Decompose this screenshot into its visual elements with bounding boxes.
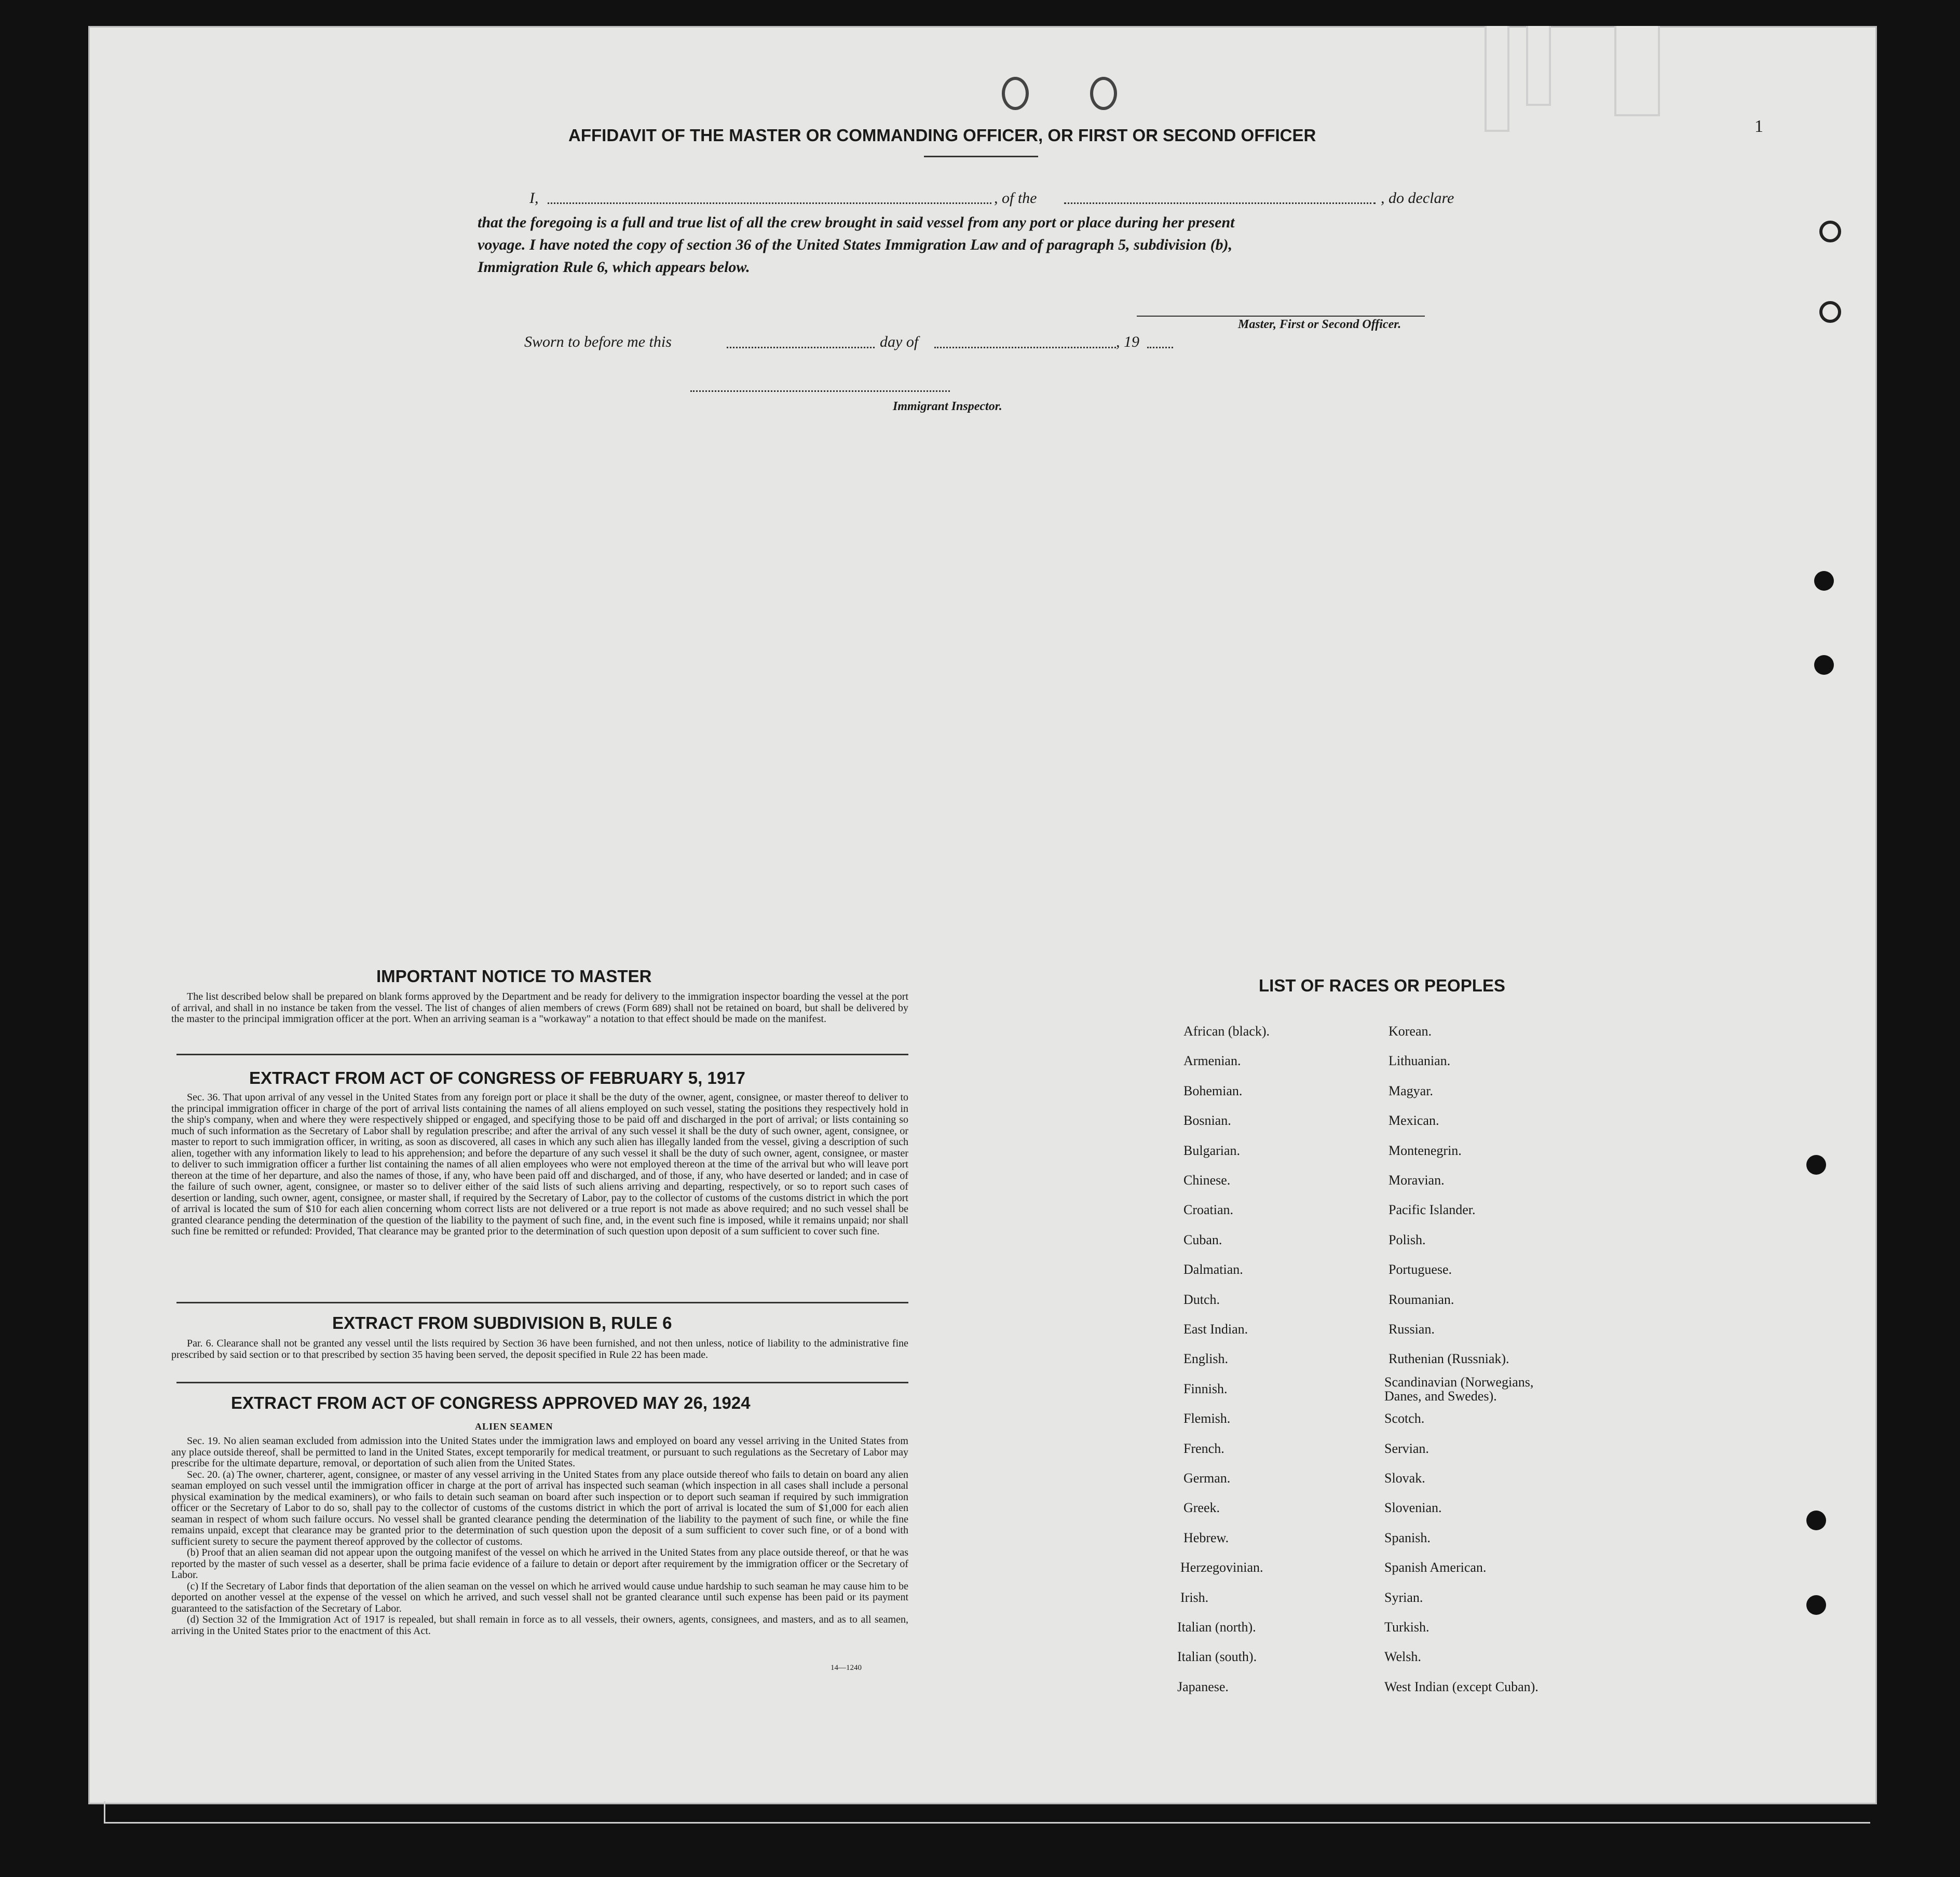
race-item: Montenegrin. (1389, 1142, 1462, 1158)
month-field[interactable] (934, 347, 1116, 348)
race-item: Mexican. (1389, 1113, 1439, 1128)
day-of-label: day of (880, 333, 919, 350)
race-item: Magyar. (1389, 1083, 1433, 1098)
race-item: Roumanian. (1389, 1291, 1454, 1307)
page-tab (1485, 26, 1509, 132)
affidavit-title: AFFIDAVIT OF THE MASTER OR COMMANDING OFFICER, OR FIRST OR SECOND OFFICER (568, 126, 1316, 145)
page-tab (1614, 26, 1660, 116)
name-field[interactable] (548, 202, 991, 204)
race-item: Ruthenian (Russniak). (1389, 1351, 1509, 1367)
section-rule (176, 1382, 908, 1383)
vessel-field[interactable] (1064, 202, 1376, 204)
race-item: Herzegovinian. (1180, 1560, 1263, 1575)
race-item: Turkish. (1384, 1620, 1430, 1635)
alien-seamen-subtitle: ALIEN SEAMEN (475, 1421, 553, 1432)
punch-hole (1819, 221, 1841, 242)
race-item: Japanese. (1177, 1679, 1229, 1694)
paragraph: (d) Section 32 of the Immigration Act of 1917 is repealed, but shall remain in force as to all vessels, their owners, agents, consignees, and masters, and as to all seamen, arriving in the United States prior to the enactment of this Act. (171, 1614, 908, 1637)
year-label: , 19 (1116, 333, 1139, 350)
race-item: Spanish American. (1384, 1560, 1487, 1575)
race-item: Greek. (1183, 1500, 1220, 1516)
race-item: German. (1183, 1471, 1231, 1486)
race-item: Bohemian. (1183, 1083, 1243, 1098)
master-signature-line[interactable] (1137, 316, 1425, 317)
race-item: Dutch. (1183, 1291, 1220, 1307)
paragraph: (b) Proof that an alien seaman did not appear upon the outgoing manifest of the vessel on which he arrived in the United States from any place outside thereof, or that he was reported by the master of such vessel as a deserter, shall be prima facie evidence of a failure to detain or deport after requirement by the immigration officer or the Secretary of Labor. (171, 1547, 908, 1581)
extract-rule6-text: Par. 6. Clearance shall not be granted any vessel until the lists required by Section 36 have been furnished, and not then unless, notice of liability to the administrative fine prescribed by said section or to that prescribed by section 35 having been served, the deposit specified in Rule 22 has been made. (171, 1338, 908, 1361)
extract-1924-title: EXTRACT FROM ACT OF CONGRESS APPROVED MAY 26, 1924 (231, 1393, 751, 1412)
race-item: Dalmatian. (1183, 1262, 1243, 1277)
paragraph: (c) If the Secretary of Labor finds that deportation of the alien seaman on the vessel on which he arrived would cause undue hardship to such seaman he may cause him to be deported on another vessel at the expense of the vessel on which he arrived, and such vessel shall not be granted clearance until such expense has been paid or its payment guaranteed to the satisfaction of the Secretary of Labor. (171, 1580, 908, 1614)
punch-hole (1814, 655, 1834, 675)
page-edge (104, 1801, 1870, 1824)
extract-1917-text: Sec. 36. That upon arrival of any vessel in the United States from any foreign port or place it shall be the duty of the owner, agent, consignee, or master thereof to deliver to the principal immigration officer in charge of the port of arrival lists containing the names of all aliens employed on such vessel, stating the positions they respectively hold in the ship's company, when and where they were respectively shipped or engaged, and specifying those to be paid off and discharged in the port of arrival; or lists containing so much of such information as the Secretary of Labor shall by regulation prescribe; and after the arrival of any such vessel it shall be the duty of such owner, agent, consignee, or master to report to such immigration officer, in writing, as soon as discovered, all cases in which any such alien has illegally landed from the vessel, giving a description of such alien, together with any information likely to lead to his apprehension; and before the departure of any such vessel it shall be the duty of such owner, agent, consignee, or master to deliver to such immigration officer a further list containing the names of all alien employees who were not employed thereon at the time of the arrival but who will leave port thereon at the time of her departure, and also the names of those, if any, who have been paid off and discharged, and of those, if any, who have deserted or landed; and in case of the failure of such owner, agent, consignee, or master so to deliver either of the said lists of such aliens arriving and departing, respectively, or so to report such cases of desertion or landing, such owner, agent, consignee, or master shall, if required by the Secretary of Labor, pay to the collector of customs of the customs district in which the port of arrival is located the sum of $10 for each alien concerning whom correct lists are not delivered or a true report is not made as above required; and no such vessel shall be granted clearance pending the determination of the question of the liability to the payment of such fine, and, in the event such fine is imposed, while it remains unpaid; nor shall such fine be remitted or refunded: Provided, That clearance may be granted prior to the determination of such question upon deposit of a sum sufficient to cover such fine. (171, 1092, 908, 1237)
race-item: Syrian. (1384, 1589, 1423, 1605)
race-item: Croatian. (1183, 1202, 1234, 1218)
extract-rule6-title: EXTRACT FROM SUBDIVISION B, RULE 6 (332, 1313, 672, 1332)
race-item: Scotch. (1384, 1411, 1425, 1426)
race-item: Italian (north). (1177, 1620, 1256, 1635)
races-title: LIST OF RACES OR PEOPLES (1259, 976, 1505, 995)
inspector-signature-line[interactable] (690, 390, 950, 392)
affidavit-line: Immigration Rule 6, which appears below. (478, 259, 750, 276)
year-field[interactable] (1147, 347, 1173, 348)
race-item: Italian (south). (1177, 1649, 1257, 1665)
punch-hole (1806, 1155, 1826, 1175)
race-item: Moravian. (1389, 1173, 1445, 1188)
punch-hole (1806, 1595, 1826, 1615)
reverse-bleed-text (394, 104, 404, 132)
form-number: 14—1240 (831, 1664, 862, 1672)
page-number: 1 (1754, 117, 1763, 136)
race-item: African (black). (1183, 1024, 1270, 1039)
sworn-day-field[interactable] (727, 347, 875, 348)
race-item: Portuguese. (1389, 1262, 1452, 1277)
race-item: Chinese. (1183, 1173, 1231, 1188)
race-item: East Indian. (1183, 1322, 1248, 1337)
race-item: Slovenian. (1384, 1500, 1442, 1516)
paragraph: Sec. 19. No alien seaman excluded from admission into the United States under the immigration laws and employed on board any vessel arriving in the United States from any place outside thereof, shall be permitted to land in the United States, except temporarily for medical treatment, or pursuant to such regulations as the Secretary of Labor may prescribe for the ultimate departure, removal, or deportation of such alien from the United States. (171, 1435, 908, 1469)
inspector-signature-label: Immigrant Inspector. (893, 400, 1002, 413)
race-item: Slovak. (1384, 1471, 1425, 1486)
race-item: Finnish. (1183, 1381, 1228, 1396)
affidavit-line: that the foregoing is a full and true list of all the crew brought in said vessel from any port or place during her present (478, 214, 1235, 231)
affidavit-of-the: , of the (994, 189, 1037, 207)
race-item: Korean. (1389, 1024, 1432, 1039)
race-item: French. (1183, 1440, 1224, 1456)
punch-oval (1090, 77, 1117, 110)
punch-hole (1806, 1511, 1826, 1530)
race-item: Irish. (1180, 1589, 1209, 1605)
race-item: Hebrew. (1183, 1530, 1229, 1545)
race-item: Bosnian. (1183, 1113, 1231, 1128)
race-item: Russian. (1389, 1322, 1435, 1337)
race-item: Welsh. (1384, 1649, 1421, 1665)
race-item: Spanish. (1384, 1530, 1431, 1545)
notice-text: The list described below shall be prepared on blank forms approved by the Department and be ready for delivery to the immigration inspector boarding the vessel at the port of arrival, and shall in no instance be taken from the vessel. The list of changes of alien members of crews (Form 689) shall not be retained on board, but shall be delivered by the master to the principal immigration officer at the port. When an arriving seaman is a "workaway" a notation to that effect should be made on the manifest. (171, 991, 908, 1025)
notice-title: IMPORTANT NOTICE TO MASTER (376, 967, 652, 986)
punch-hole (1819, 301, 1841, 323)
master-signature-label: Master, First or Second Officer. (1238, 318, 1401, 331)
paragraph: Sec. 20. (a) The owner, charterer, agent, consignee, or master of any vessel arriving in the United States from any place outside thereof who fails to detain on board any alien seaman employed on such vessel until the immigration officer in charge at the port of arrival has inspected such seaman (which inspection in all cases shall include a personal physical examination by the medical examiners), or who fails to detain such seaman on board after such inspection or to deport such seaman if required by such immigration officer or the Secretary of Labor to do so, shall pay to the collector of customs of the customs district in which the port of arrival is located the sum of $1,000 for each alien seaman in respect of whom such failure occurs. No vessel shall be granted clearance pending the determination of the liability to the payment of such fine, or while the fine remains unpaid, except that clearance may be granted prior to the determination of such question upon the deposit of a sum sufficient to cover such fine, or of a bond with sufficient surety to secure the payment thereof approved by the collector of customs. (171, 1468, 908, 1547)
race-item: Servian. (1384, 1440, 1429, 1456)
section-rule (176, 1302, 908, 1303)
race-item: Cuban. (1183, 1232, 1222, 1247)
race-item: Lithuanian. (1389, 1053, 1451, 1069)
extract-1924-text (171, 1436, 908, 1637)
punch-oval (1002, 77, 1029, 110)
affidavit-i: I, (529, 189, 539, 207)
extract-1917-title: EXTRACT FROM ACT OF CONGRESS OF FEBRUARY 5, 1917 (249, 1068, 745, 1087)
page-tab (1526, 26, 1551, 106)
race-item: Bulgarian. (1183, 1142, 1241, 1158)
race-item: Polish. (1389, 1232, 1426, 1247)
title-rule (924, 156, 1038, 157)
punch-hole (1814, 571, 1834, 591)
race-item: Pacific Islander. (1389, 1202, 1476, 1218)
race-item: English. (1183, 1351, 1228, 1367)
affidavit-declare: , do declare (1381, 189, 1454, 207)
race-item: West Indian (except Cuban). (1384, 1679, 1539, 1694)
race-item: Armenian. (1183, 1053, 1241, 1069)
race-item: Flemish. (1183, 1411, 1231, 1426)
race-item: Scandinavian (Norwegians, Danes, and Swedes). (1384, 1374, 1534, 1404)
section-rule (176, 1054, 908, 1055)
sworn-label: Sworn to before me this (524, 333, 672, 350)
affidavit-line: voyage. I have noted the copy of section 36 of the United States Immigration Law and of paragraph 5, subdivision (b), (478, 236, 1233, 253)
